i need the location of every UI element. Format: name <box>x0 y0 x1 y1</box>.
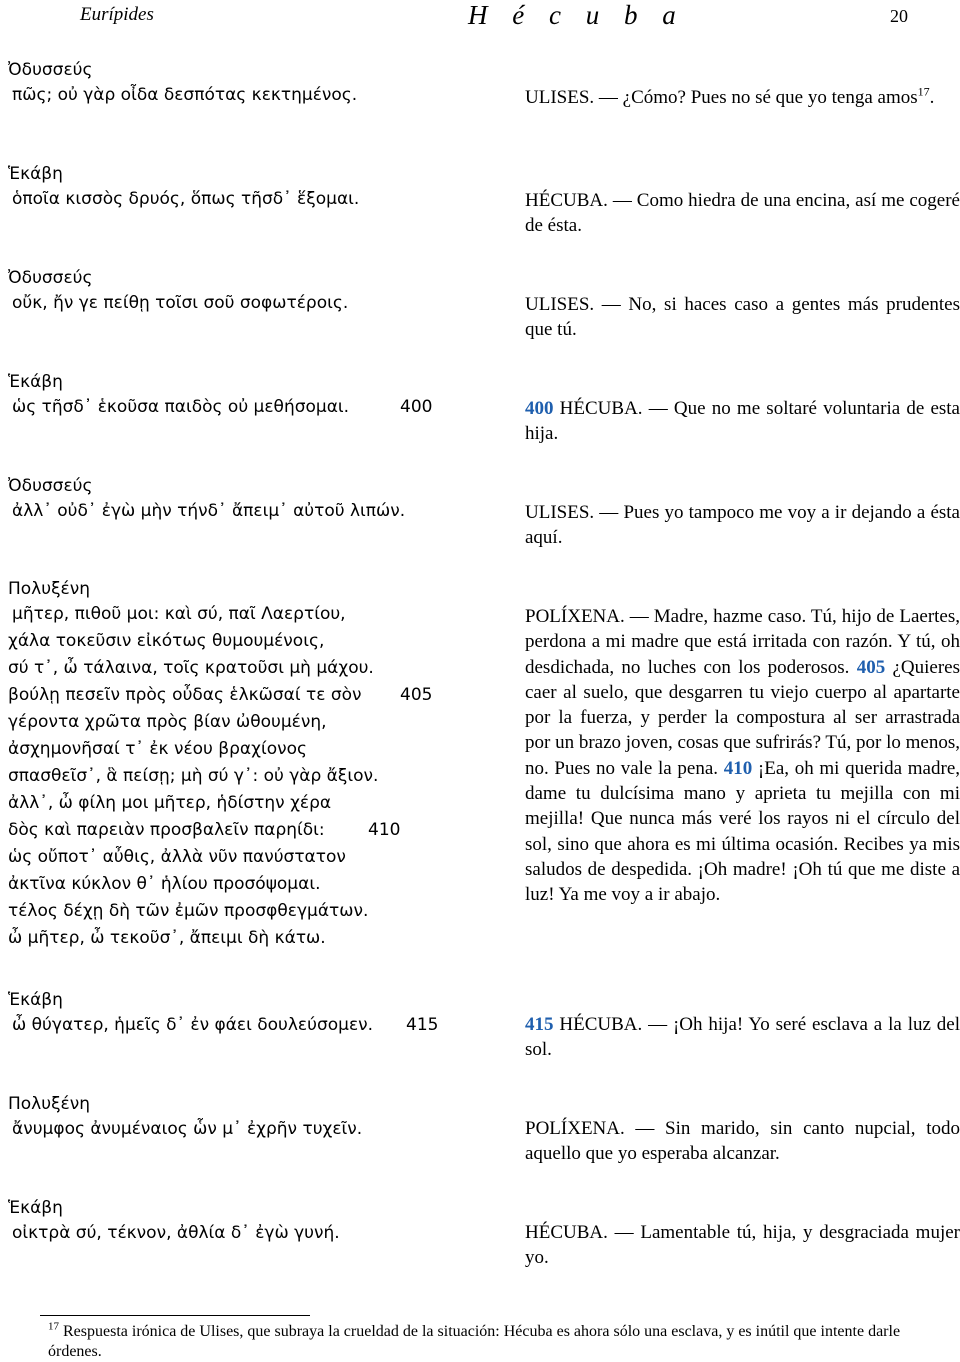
speaker: Ἑκάβη <box>8 990 63 1010</box>
verse-line: ἀκτῖνα κύκλον θ᾽ ἡλίου προσόψομαι. <box>8 874 321 894</box>
greek-block-1 <box>8 58 478 109</box>
spanish-para-6 <box>525 604 960 908</box>
verse-text: δὸς καὶ παρειὰν προσβαλεῖν παρηίδι: <box>8 820 325 840</box>
verse-line: οὔκ, ἤν γε πείθῃ τοῖσι σοῦ σοφωτέροις. <box>12 293 349 313</box>
verse-line: τέλος δέχῃ δὴ τῶν ἐμῶν προσφθεγμάτων. <box>8 901 369 921</box>
verse-line: ὦ μῆτερ, ὦ τεκοῦσ᾽, ἄπειμι δὴ κάτω. <box>8 928 326 948</box>
verse-line: σπασθεῖσ᾽, ἃ πείσῃ; μὴ σύ γ᾽: οὐ γὰρ ἄξιον. <box>8 766 379 786</box>
line-number: 405 <box>856 656 886 678</box>
page-number: 20 <box>890 6 908 26</box>
speaker: Ἑκάβη <box>8 1198 63 1218</box>
speaker: Ἑκάβη <box>8 372 63 392</box>
verse-line: ὡς οὔποτ᾽ αὖθις, ἀλλὰ νῦν πανύστατον <box>8 847 346 867</box>
verse-line: ἄνυμφος ἀνυμέναιος ὧν μ᾽ ἐχρῆν τυχεῖν. <box>12 1119 363 1139</box>
verse-line: οἰκτρὰ σύ, τέκνον, ἀθλία δ᾽ ἐγὼ γυνή. <box>12 1223 340 1243</box>
verse-line <box>8 682 478 709</box>
greek-block-8 <box>8 1092 478 1143</box>
spanish-para-3: ULISES. — No, si haces caso a gentes más prudentes que tú. <box>525 294 960 341</box>
verse-line: ἀλλ᾽ οὐδ᾽ ἐγὼ μὴν τήνδ᾽ ἄπειμ᾽ αὐτοῦ λιπών. <box>12 501 406 521</box>
line-number: 410 <box>368 820 401 840</box>
verse-line: χάλα τοκεῦσιν εἰκότως θυμουμένοις, <box>8 631 325 651</box>
speaker: Ὀδυσσεύς <box>8 268 93 288</box>
header-author: Eurípides <box>80 4 154 25</box>
verse-line: μῆτερ, πιθοῦ μοι: καὶ σύ, παῖ Λαερτίου, <box>12 604 346 624</box>
greek-block-2 <box>8 162 478 213</box>
verse-line: πῶς; οὐ γὰρ οἶδα δεσπότας κεκτημένος. <box>12 85 358 105</box>
speaker: Ἑκάβη <box>8 164 63 184</box>
para-text: HÉCUBA. — Que no me soltaré voluntaria de esta hija. <box>525 398 960 445</box>
verse-text: ὦ θύγατερ, ἡμεῖς δ᾽ ἐν φάει δουλεύσομεν. <box>12 1015 374 1035</box>
verse-text: ὡς τῆσδ᾽ ἑκοῦσα παιδὸς οὐ μεθήσομαι. <box>12 397 350 417</box>
para-text: HÉCUBA. — ¡Oh hija! Yo seré esclava a la luz del sol. <box>525 1014 960 1061</box>
para-text: ¿Quieres caer al suelo, que desgarren tu viejo cuerpo al apartarte por la fuerza, y perder la compostura al ser arrastrada por un brazo joven, cosas que sufrirás? Tú, por lo menos, no. Pues no vale la pena. <box>525 656 960 779</box>
line-number: 410 <box>723 757 753 779</box>
verse-line <box>8 817 478 844</box>
verse-text: βούλῃ πεσεῖν πρὸς οὖδας ἑλκῶσαί τε σὸν <box>8 685 362 705</box>
verse-line: ἀσχημονῆσαί τ᾽ ἐκ νέου βραχίονος <box>8 739 307 759</box>
line-number: 400 <box>525 398 554 419</box>
greek-block-4 <box>8 370 478 421</box>
speaker: Ὀδυσσεύς <box>8 60 93 80</box>
footnote-number: 17 <box>48 1320 59 1333</box>
para-text: ¡Ea, oh mi querida madre, dame tu dulcísima mano y aprieta tu mejilla con mi mejilla! Que nunca más veré los rayos ni el círculo del sol, sino que ahora es mi última ocasión. Recibes ya mis saludos de despedida. ¡Oh madre! ¡Oh tú que me diste a luz! Ya me voy a ir abajo. <box>525 757 960 906</box>
footnote-ref: 17 <box>917 84 930 99</box>
spanish-para-2: HÉCUBA. — Como hiedra de una encina, así me cogeré de ésta. <box>525 190 960 237</box>
greek-block-3 <box>8 266 478 317</box>
greek-block-6 <box>8 577 478 952</box>
line-number: 400 <box>400 397 433 417</box>
spanish-para-7 <box>525 1012 960 1063</box>
line-number: 415 <box>525 1014 554 1035</box>
line-number: 405 <box>400 685 433 705</box>
greek-block-9 <box>8 1196 478 1247</box>
speaker: Πολυξένη <box>8 1094 91 1114</box>
spanish-para-8: POLÍXENA. — Sin marido, sin canto nupcial, todo aquello que yo esperaba alcanzar. <box>525 1118 960 1165</box>
para-text: . <box>929 87 935 108</box>
para-text: POLÍXENA. — Madre, hazme caso. Tú, hijo de Laertes, perdona a mi madre que está irritada con razón. Y tú, oh desdichada, no luches con los poderosos. <box>525 606 960 678</box>
spanish-para-1 <box>525 85 960 110</box>
spanish-para-9: HÉCUBA. — Lamentable tú, hija, y desgraciada mujer yo. <box>525 1222 960 1269</box>
greek-block-5 <box>8 474 478 525</box>
footnote-text: Respuesta irónica de Ulises, que subraya la crueldad de la situación: Hécuba es ahora sólo una esclava, y es inútil que intente darle órdenes. <box>48 1323 901 1360</box>
para-text: ULISES. — ¿Cómo? Pues no sé que yo tenga amos <box>525 87 918 108</box>
header-title: H é c u b a <box>468 0 685 30</box>
line-number: 415 <box>406 1015 439 1035</box>
speaker: Πολυξένη <box>8 579 91 599</box>
spanish-para-4 <box>525 396 960 447</box>
verse-line: ὁποῖα κισσὸς δρυός, ὅπως τῆσδ᾽ ἕξομαι. <box>12 189 360 209</box>
verse-line: σύ τ᾽, ὦ τάλαινα, τοῖς κρατοῦσι μὴ μάχου. <box>8 658 374 678</box>
verse-line: ἀλλ᾽, ὦ φίλη μοι μῆτερ, ἡδίστην χέρα <box>8 793 332 813</box>
footnote-rule <box>40 1315 310 1316</box>
greek-block-7 <box>8 988 478 1039</box>
spanish-para-5: ULISES. — Pues yo tampoco me voy a ir dejando a ésta aquí. <box>525 502 960 549</box>
verse-line <box>8 394 478 421</box>
verse-line: γέροντα χρῶτα πρὸς βίαν ὠθουμένη, <box>8 712 327 732</box>
verse-line <box>8 1012 478 1039</box>
speaker: Ὀδυσσεύς <box>8 476 93 496</box>
footnote <box>48 1322 948 1362</box>
